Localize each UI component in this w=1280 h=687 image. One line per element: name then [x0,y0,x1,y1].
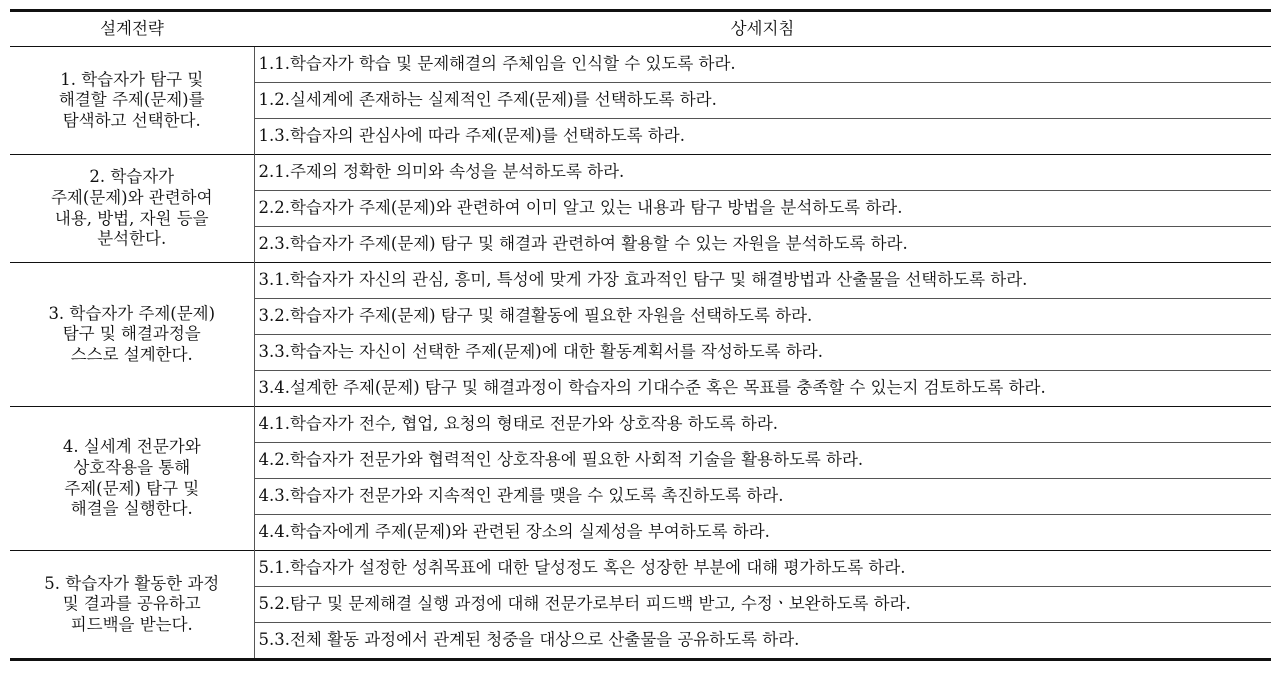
strategy-cell: 1. 학습자가 탐구 및 해결할 주제(문제)를 탐색하고 선택한다. [58,69,205,130]
table-row [10,551,1271,587]
strategy-group-5 [10,551,1271,660]
guideline-cell: 4.2.학습자가 전문가와 협력적인 상호작용에 필요한 사회적 기술을 활용하도록 하라. [254,443,1271,479]
header-strategy: 설계전략 [10,11,254,47]
strategy-group-4 [10,407,1271,551]
strategy-group-1 [10,47,1271,155]
design-strategy-table [10,9,1271,661]
guideline-cell: 5.2.탐구 및 문제해결 실행 과정에 대해 전문가로부터 피드백 받고, 수정ㆍ보완하도록 하라. [254,587,1271,623]
header-guide: 상세지침 [254,11,1271,47]
guideline-cell: 4.3.학습자가 전문가와 지속적인 관계를 맺을 수 있도록 촉진하도록 하라. [254,479,1271,515]
guideline-cell: 5.1.학습자가 설정한 성취목표에 대한 달성정도 혹은 성장한 부분에 대해 평가하도록 하라. [254,551,1271,587]
strategy-group-3 [10,263,1271,407]
guideline-cell: 1.2.실세계에 존재하는 실제적인 주제(문제)를 선택하도록 하라. [254,83,1271,119]
header-row [10,11,1271,47]
table-row [10,47,1271,83]
table-row [10,407,1271,443]
table-row [10,155,1271,191]
guideline-cell: 3.2.학습자가 주제(문제) 탐구 및 해결활동에 필요한 자원을 선택하도록 하라. [254,299,1271,335]
guideline-cell: 3.4.설계한 주제(문제) 탐구 및 해결과정이 학습자의 기대수준 혹은 목표를 충족할 수 있는지 검토하도록 하라. [254,371,1271,407]
strategy-cell: 3. 학습자가 주제(문제) 탐구 및 해결과정을 스스로 설계한다. [48,303,216,364]
guideline-cell: 1.1.학습자가 학습 및 문제해결의 주체임을 인식할 수 있도록 하라. [254,47,1271,83]
strategy-cell: 2. 학습자가 주제(문제)와 관련하여 내용, 방법, 자원 등을 분석한다. [50,167,213,249]
guideline-cell: 4.4.학습자에게 주제(문제)와 관련된 장소의 실제성을 부여하도록 하라. [254,515,1271,551]
table-header [10,11,1271,47]
strategy-cell: 4. 실세계 전문가와 상호작용을 통해 주제(문제) 탐구 및 해결을 실행한다. [62,437,201,519]
strategy-group-2 [10,155,1271,263]
guideline-cell: 2.3.학습자가 주제(문제) 탐구 및 해결과 관련하여 활용할 수 있는 자원을 분석하도록 하라. [254,227,1271,263]
table-row [10,263,1271,299]
guideline-cell: 3.1.학습자가 자신의 관심, 흥미, 특성에 맞게 가장 효과적인 탐구 및 해결방법과 산출물을 선택하도록 하라. [254,263,1271,299]
guideline-cell: 2.1.주제의 정확한 의미와 속성을 분석하도록 하라. [254,155,1271,191]
guideline-cell: 1.3.학습자의 관심사에 따라 주제(문제)를 선택하도록 하라. [254,119,1271,155]
guideline-cell: 2.2.학습자가 주제(문제)와 관련하여 이미 알고 있는 내용과 탐구 방법을 분석하도록 하라. [254,191,1271,227]
strategy-cell: 5. 학습자가 활동한 과정 및 결과를 공유하고 피드백을 받는다. [44,573,220,634]
guideline-cell: 4.1.학습자가 전수, 협업, 요청의 형태로 전문가와 상호작용 하도록 하라. [254,407,1271,443]
guideline-cell: 5.3.전체 활동 과정에서 관계된 청중을 대상으로 산출물을 공유하도록 하라. [254,623,1271,660]
guideline-cell: 3.3.학습자는 자신이 선택한 주제(문제)에 대한 활동계획서를 작성하도록 하라. [254,335,1271,371]
